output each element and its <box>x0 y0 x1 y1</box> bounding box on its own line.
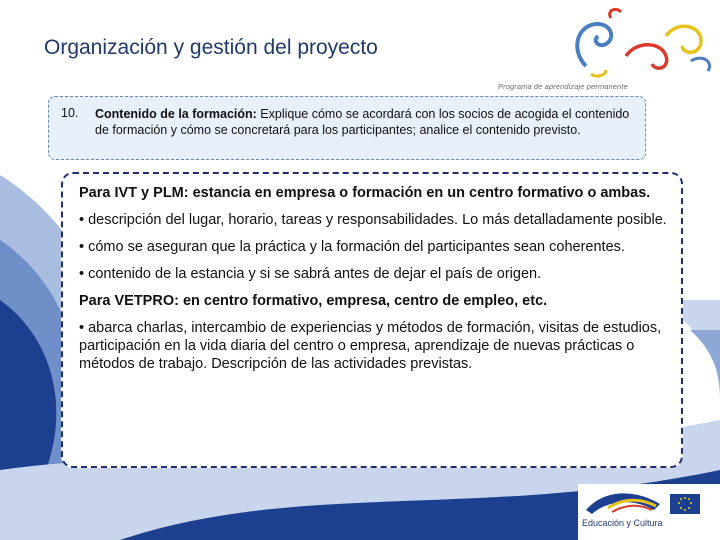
page-title: Organización y gestión del proyecto <box>44 36 378 59</box>
list-item: • contenido de la estancia y si se sabrá antes de dejar el país de origen. <box>79 266 542 282</box>
list-item: • descripción del lugar, horario, tareas y responsabilidades. Lo más detalladamente posible. <box>79 212 667 228</box>
content-body <box>79 184 675 382</box>
list-item: • abarca charlas, intercambio de experiencias y métodos de formación, visitas de estudios, participación en la vida diaria del centro o empresa, aprendizaje de nuevas prácticas o métodos de trabajo. Descripción de las actividades previstas. <box>79 320 662 372</box>
eu-caption: Educación y Cultura <box>582 518 663 528</box>
heading-ivt-plm: Para IVT y PLM: estancia en empresa o formación en un centro formativo o ambas. <box>79 185 651 201</box>
heading-vetpro: Para VETPRO: en centro formativo, empresa, centro de empleo, etc. <box>79 293 548 309</box>
content-box <box>61 172 683 468</box>
section-body: Explique cómo se acordará con los socios de acogida el contenido de formación y cómo se concretará para los participantes; analice el contenido previsto. <box>95 107 630 137</box>
section-description <box>95 106 635 138</box>
education-culture-logo <box>578 484 720 540</box>
list-item: • cómo se aseguran que la práctica y la formación del participantes sean coherentes. <box>79 239 625 255</box>
section-number: 10. <box>61 106 79 120</box>
section-heading: Contenido de la formación: <box>95 107 257 121</box>
section-instruction-box <box>48 96 646 160</box>
programme-label: Programa de aprendizaje permanente <box>498 82 628 91</box>
eu-flag-icon <box>670 494 700 514</box>
